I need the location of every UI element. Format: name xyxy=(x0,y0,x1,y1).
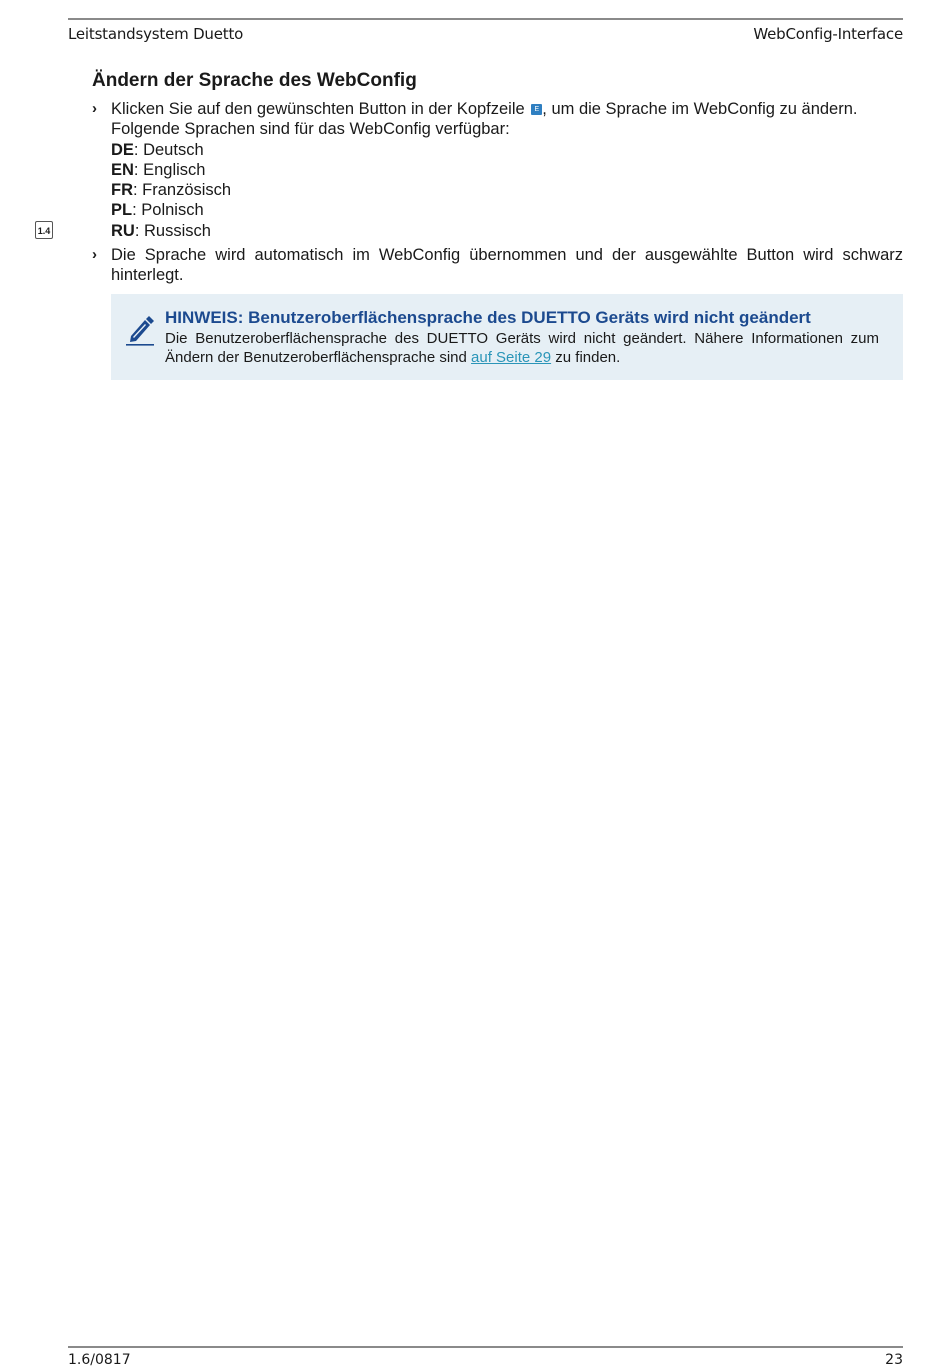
note-box xyxy=(111,294,903,380)
step-instruction xyxy=(111,99,903,119)
instruction-text-end: , um die Sprache im WebConfig zu ändern. xyxy=(542,100,858,118)
language-name: : Polnisch xyxy=(132,201,204,220)
language-name: : Französisch xyxy=(133,181,232,200)
footer-version: 1.6/0817 xyxy=(68,1352,131,1368)
step-arrow-icon: › xyxy=(92,100,97,117)
note-text: Die Benutzeroberflächensprache des DUETTO Geräts wird nicht geändert. Nähere Informationen zum Ändern der Benutzeroberflächensprache sind xyxy=(165,330,879,366)
section-title: Ändern der Sprache des WebConfig xyxy=(92,70,417,91)
language-name: : Russisch xyxy=(134,221,211,240)
step-result xyxy=(92,245,903,286)
language-code: EN xyxy=(111,160,134,179)
instruction-text-start: Klicken Sie auf den gewünschten Button in der Kopfzeile xyxy=(111,100,530,118)
step-select-language xyxy=(92,99,903,241)
step-text: Die Sprache wird automatisch im WebConfig übernommen und der ausgewählte Button wird schwarz hinterlegt. xyxy=(111,246,903,285)
language-code: FR xyxy=(111,181,133,200)
language-item-de xyxy=(111,140,903,160)
footer-rule xyxy=(68,1346,903,1348)
language-code: RU xyxy=(111,221,135,240)
language-name: : Deutsch xyxy=(133,140,204,159)
language-item-fr xyxy=(111,180,903,200)
language-item-ru xyxy=(111,221,903,241)
footer-page-number: 23 xyxy=(885,1352,903,1368)
language-item-pl xyxy=(111,200,903,220)
language-name: : Englisch xyxy=(133,160,206,179)
header-chapter-title: WebConfig-Interface xyxy=(753,25,903,43)
version-badge: 1.4 xyxy=(35,221,53,239)
note-body xyxy=(165,329,879,367)
languages-intro: Folgende Sprachen sind für das WebConfig verfügbar: xyxy=(111,120,510,139)
note-text-end: zu finden. xyxy=(551,349,621,366)
language-button-icon: E xyxy=(531,104,542,115)
step-text xyxy=(111,99,903,241)
note-title: HINWEIS: Benutzeroberflächensprache des DUETTO Geräts wird nicht geändert xyxy=(165,308,811,327)
page-reference-link[interactable]: auf Seite 29 xyxy=(471,349,552,366)
header-rule xyxy=(68,18,903,20)
language-code: PL xyxy=(111,201,133,220)
language-code: DE xyxy=(111,140,134,159)
pencil-icon xyxy=(125,314,155,346)
header-document-title: Leitstandsystem Duetto xyxy=(68,25,244,43)
step-arrow-icon: › xyxy=(92,246,97,263)
language-item-en xyxy=(111,160,903,180)
